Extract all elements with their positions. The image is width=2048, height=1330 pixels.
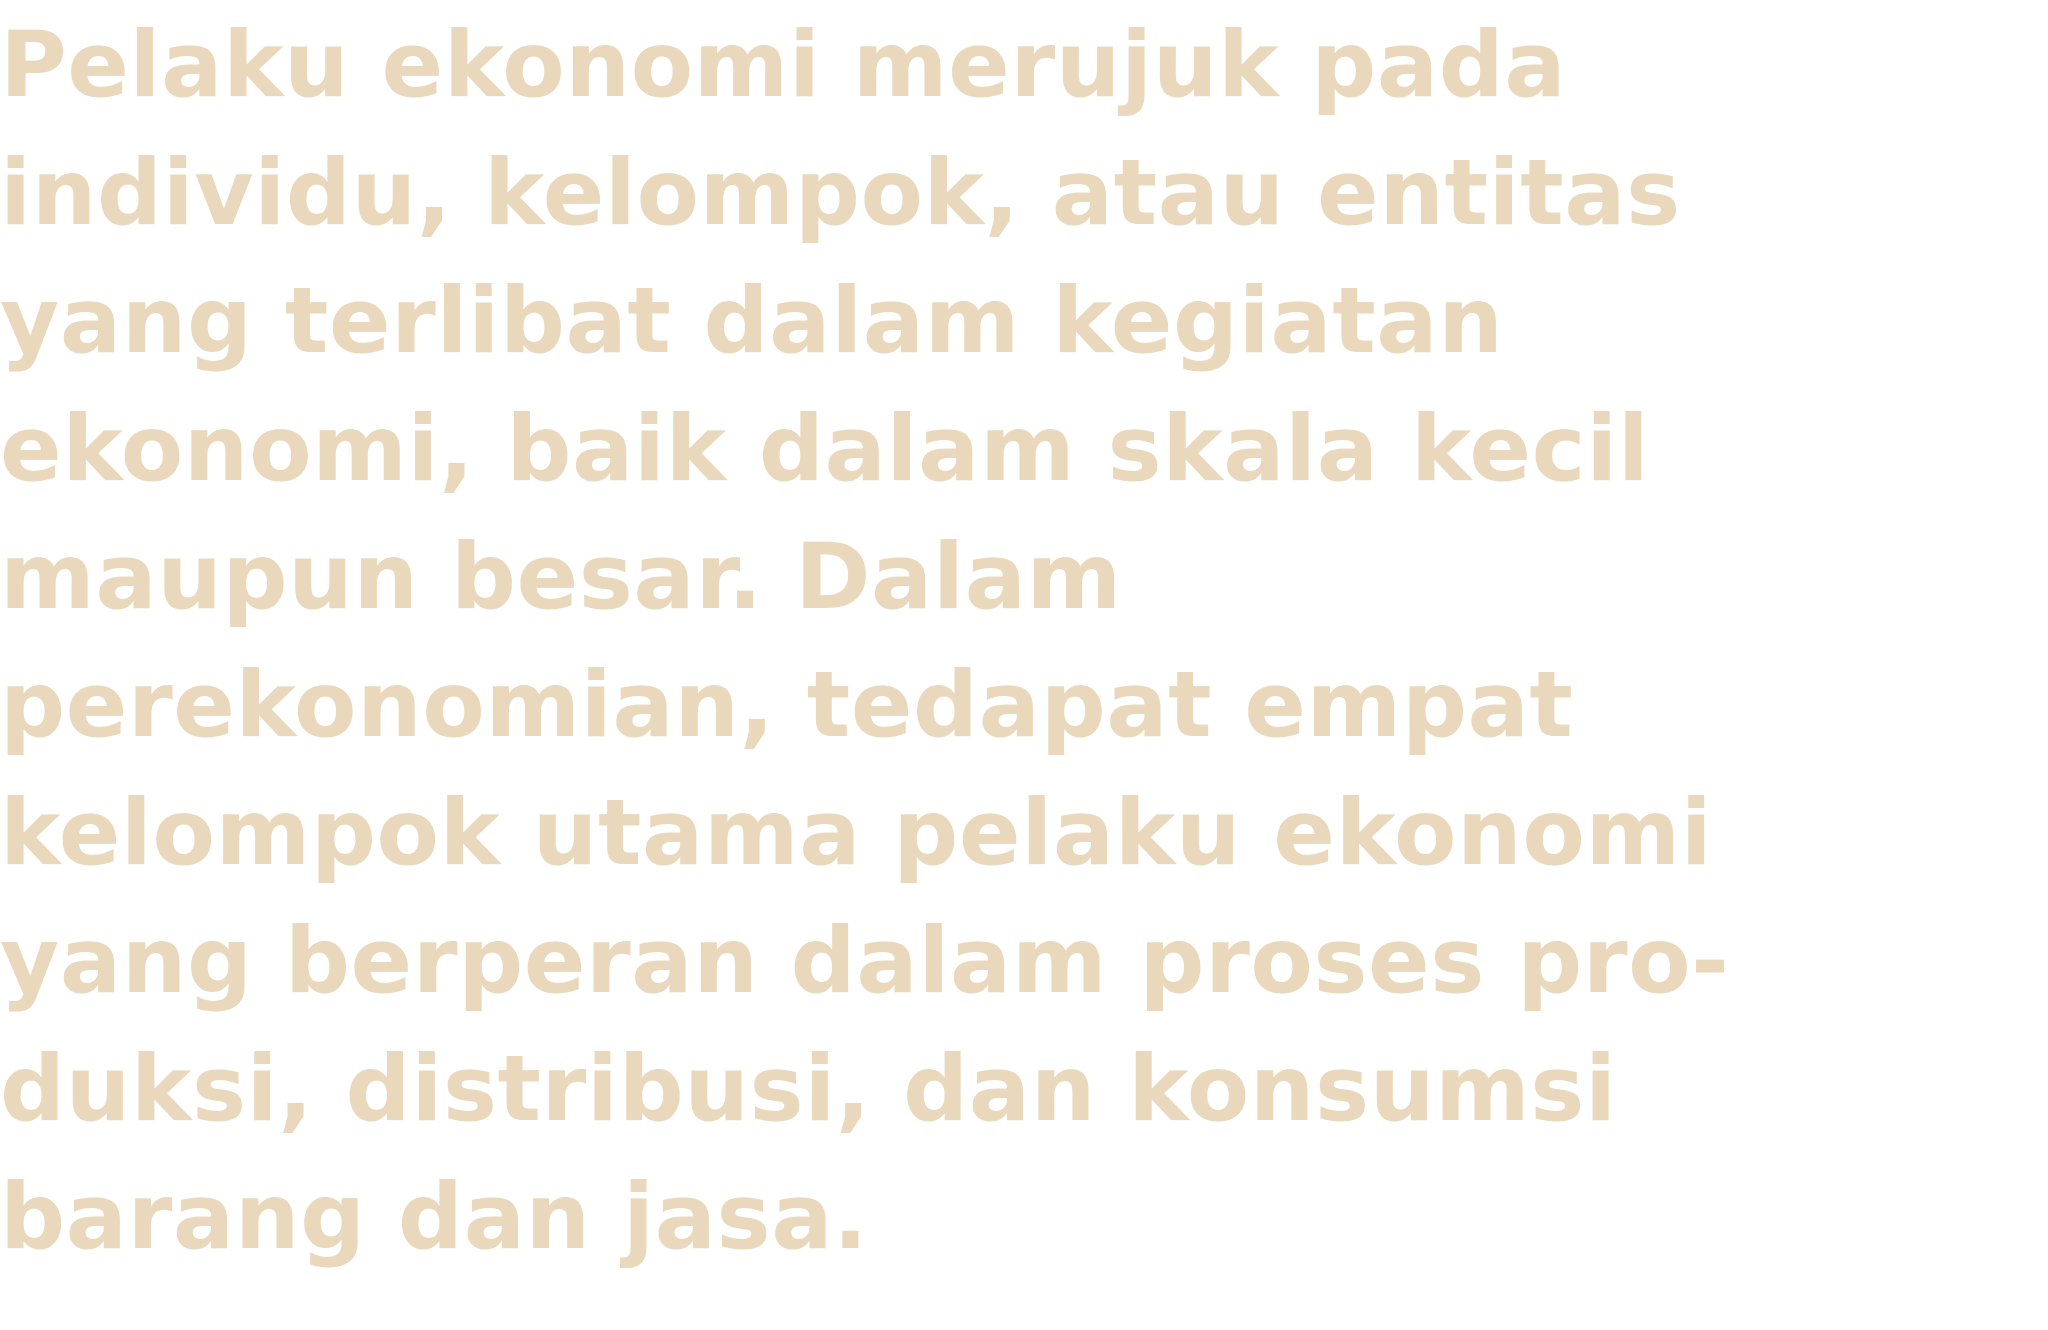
paragraph-line-7: kelompok utama pelaku ekonomi [0, 781, 1713, 886]
paragraph-text [0, 2, 1900, 1282]
paragraph-line-1: Pelaku ekonomi merujuk pada [0, 13, 1567, 118]
paragraph-line-10: barang dan jasa. [0, 1165, 869, 1270]
paragraph-line-2: individu, kelompok, atau entitas [0, 141, 1681, 246]
paragraph-line-4: ekonomi, baik dalam skala kecil [0, 397, 1650, 502]
paragraph-line-8: yang berperan dalam proses pro- [0, 909, 1730, 1014]
paragraph-line-5: maupun besar. Dalam [0, 525, 1122, 630]
paragraph-line-9: duksi, distribusi, dan konsumsi [0, 1037, 1617, 1142]
paragraph-line-3: yang terlibat dalam kegiatan [0, 269, 1504, 374]
paragraph-line-6: perekonomian, tedapat empat [0, 653, 1574, 758]
